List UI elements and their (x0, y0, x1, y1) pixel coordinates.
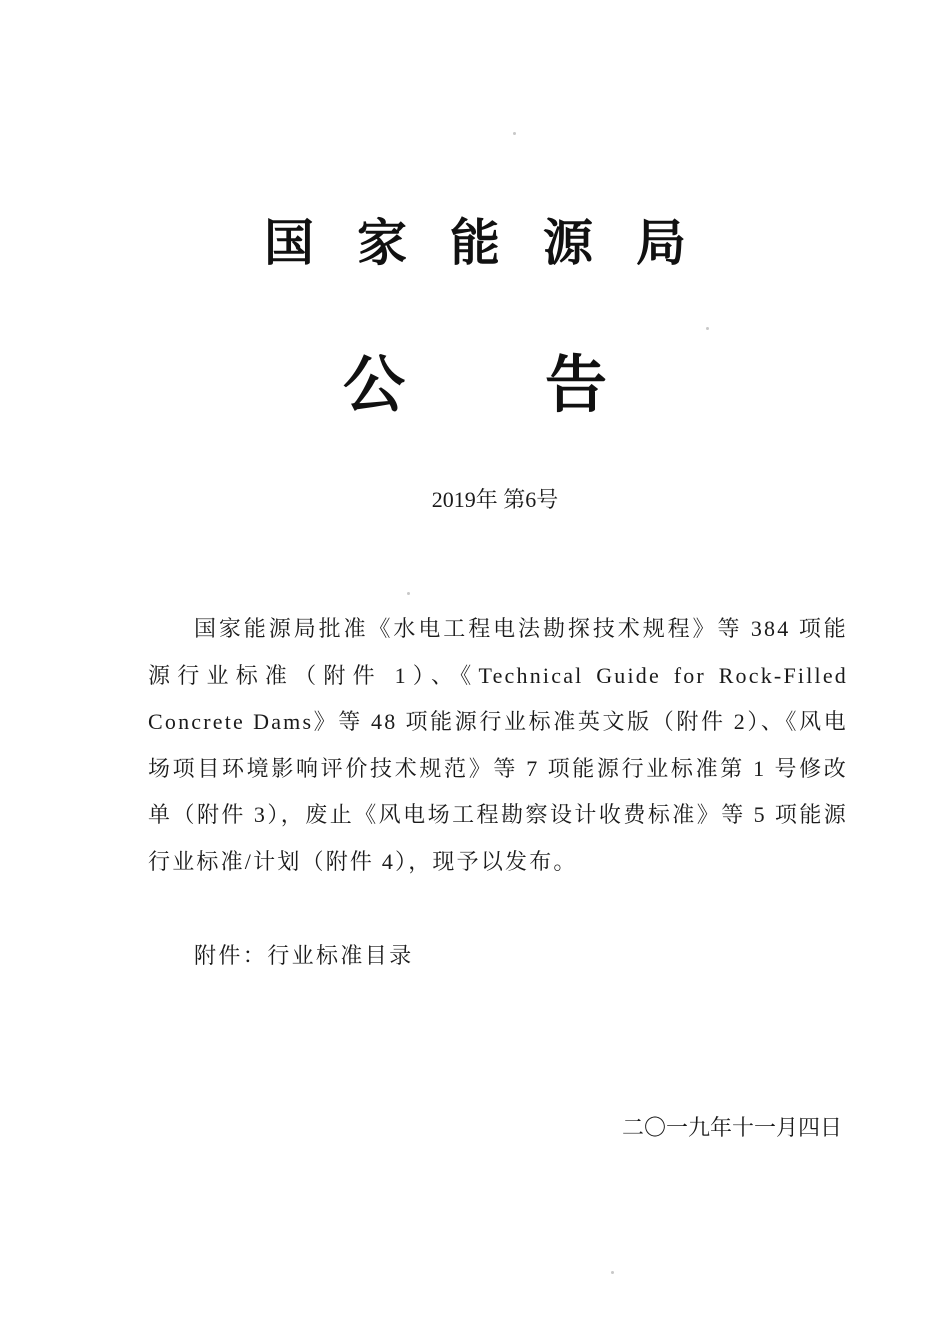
attachment-line: 附件：行业标准目录 (194, 943, 414, 968)
scan-speck (407, 592, 410, 595)
issue-date: 二〇一九年十一月四日 (621, 1115, 842, 1140)
scan-speck (611, 1271, 614, 1274)
notice-title: 公告 (342, 348, 747, 421)
scan-speck (706, 327, 709, 330)
issuing-agency: 国家能源局 (264, 213, 729, 272)
document-number: 2019年 第6号 (431, 487, 559, 512)
notice-body-paragraph: 国家能源局批准《水电工程电法勘探技术规程》等 384 项能源行业标准（附件 1）、《Technical Guide for Rock-Filled Concrete Dams》等 48 项能源行业标准英文版（附件 2）、《风电场项目环境影响评价技术规范》等 7 项能源行业标准第 1 号修改单（附件 3），废止《风电场工程勘察设计收费标准》等 5 项能源行业标准/计划（附件 4），现予以发布。 (148, 616, 848, 874)
scan-speck (513, 132, 516, 135)
